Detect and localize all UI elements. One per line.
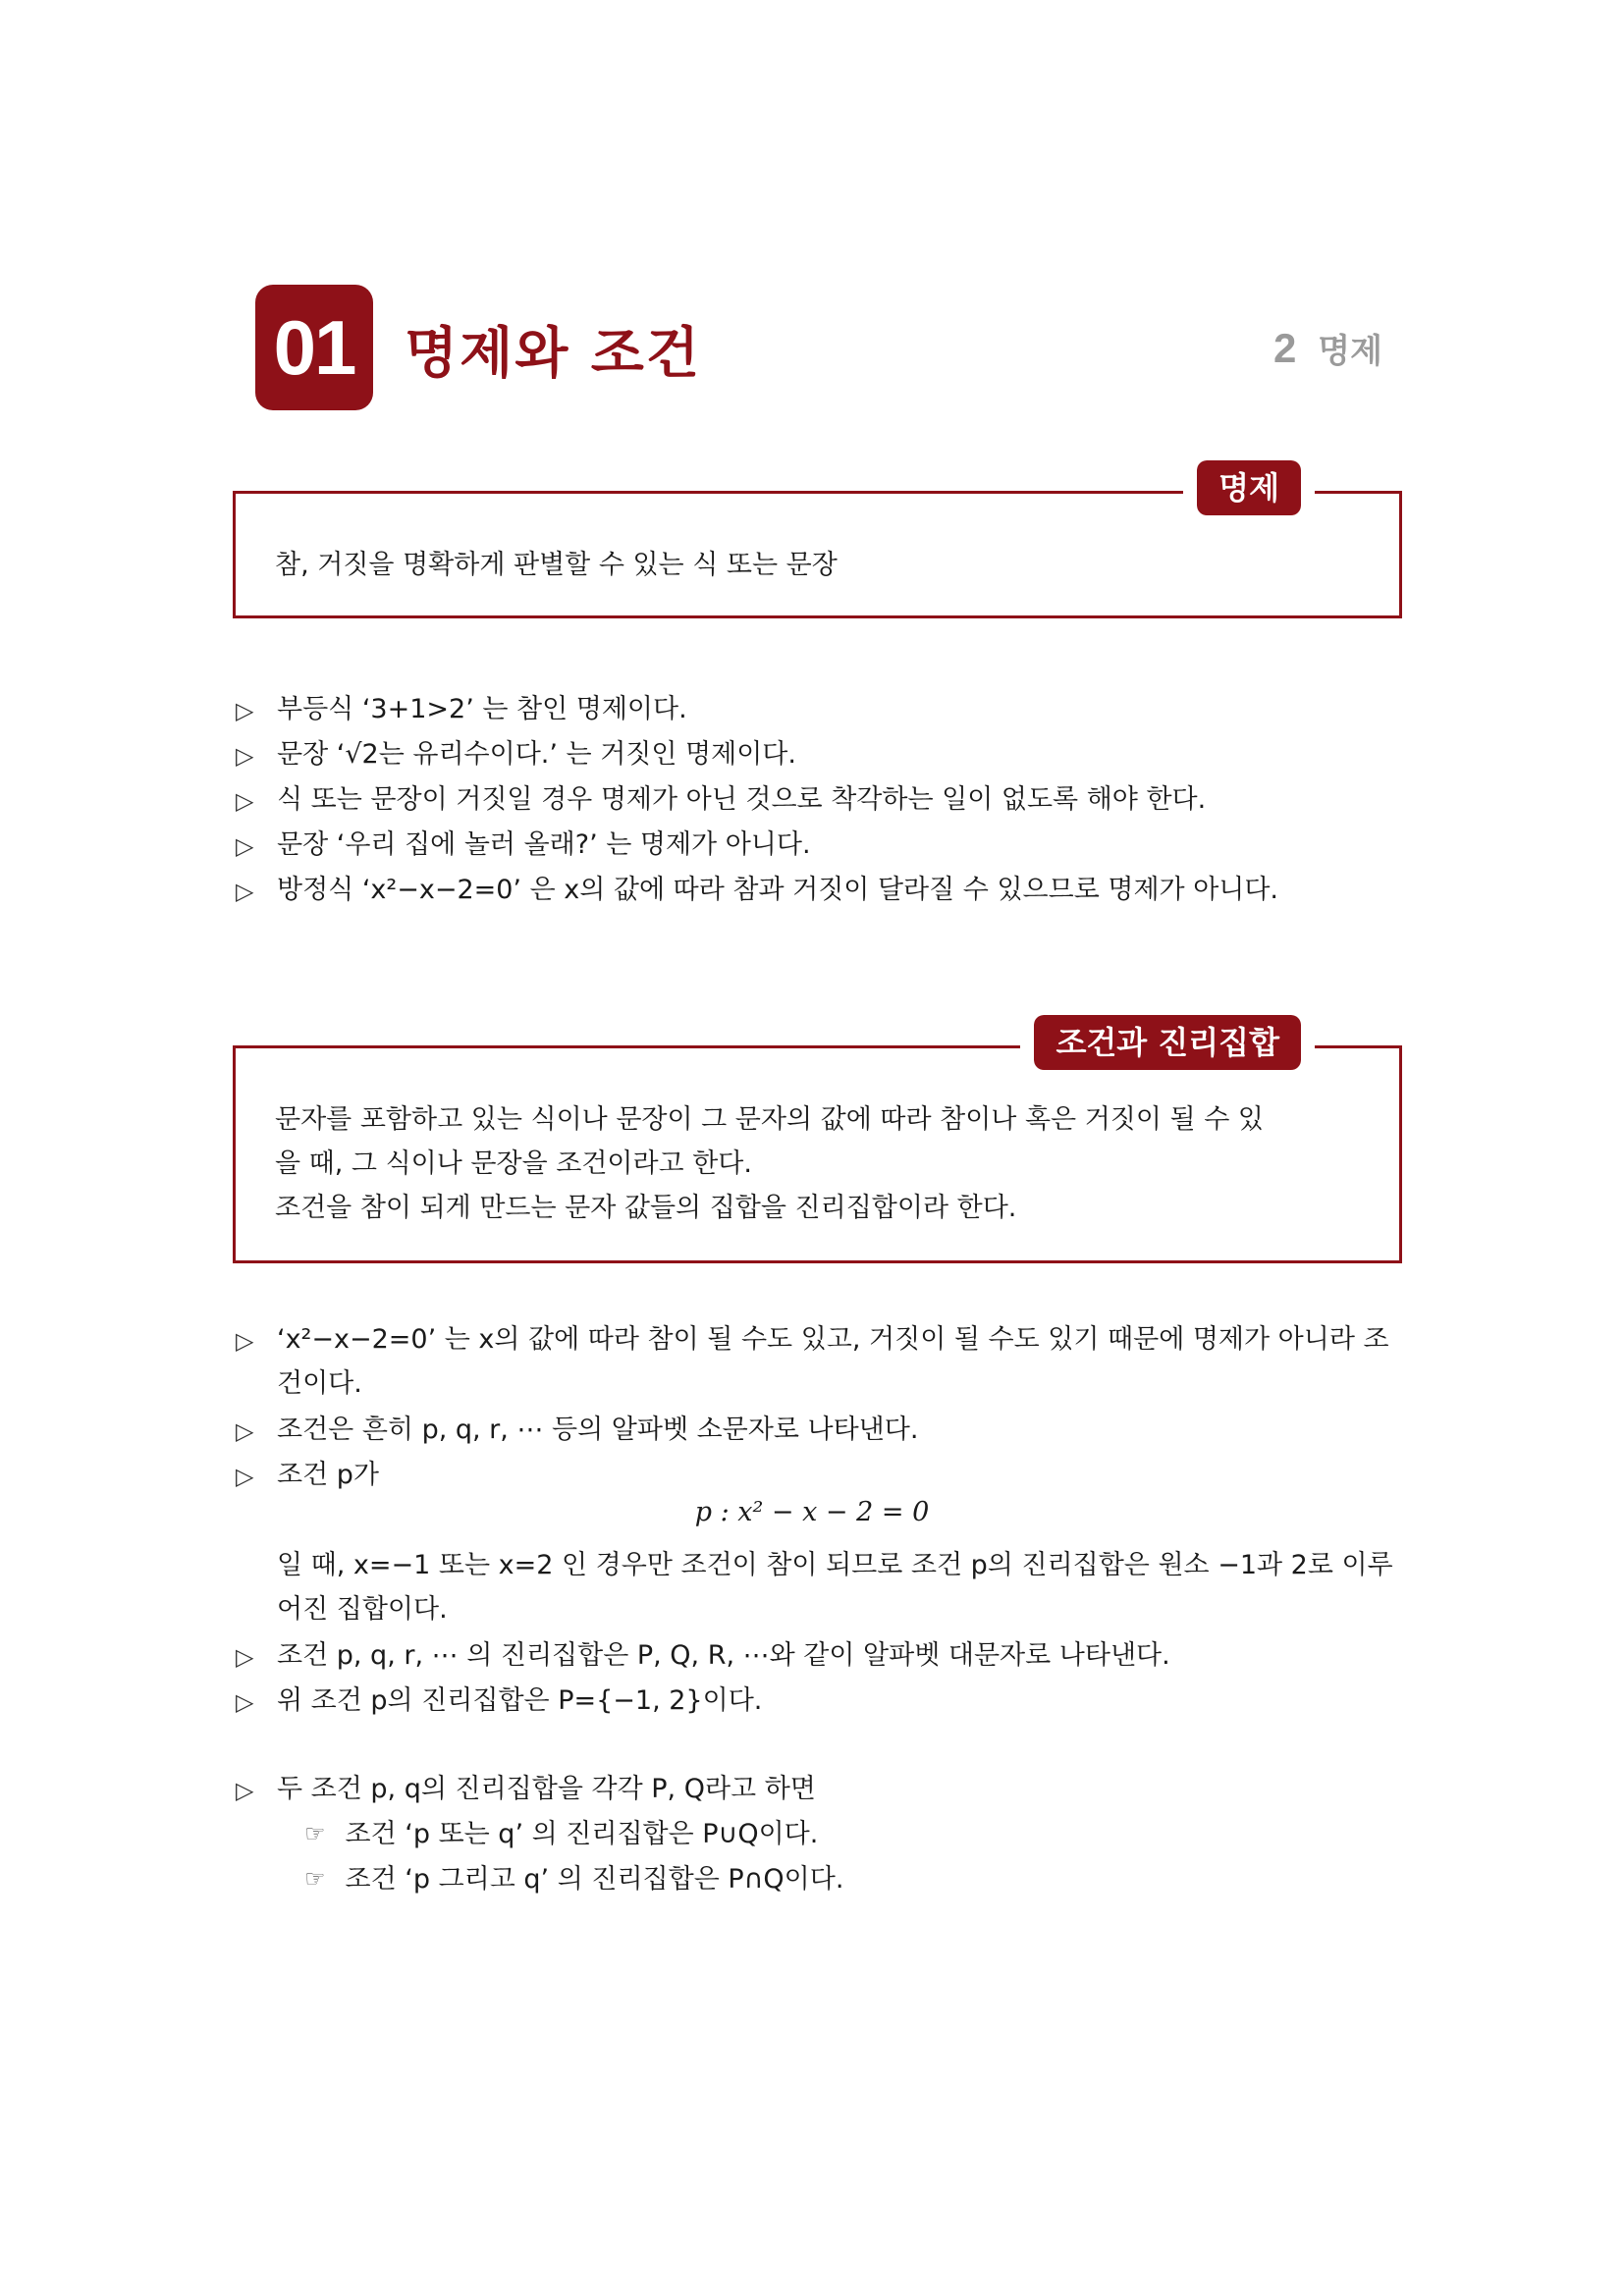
list-item — [236, 1767, 1414, 1813]
triangle-bullet-icon: ▷ — [236, 1777, 254, 1804]
definition-tag: 조건과 진리집합 — [1034, 1015, 1301, 1070]
list-item — [236, 868, 1414, 914]
definition-line: 조건을 참이 되게 만드는 문자 값들의 집합을 진리집합이라 한다. — [275, 1193, 1017, 1223]
definition-text — [275, 1097, 1360, 1230]
triangle-bullet-icon: ▷ — [236, 1327, 254, 1355]
definition-line: 을 때, 그 식이나 문장을 조건이라고 한다. — [275, 1148, 752, 1179]
triangle-bullet-icon: ▷ — [236, 787, 254, 815]
list-item-text: 조건 p가 — [277, 1460, 379, 1490]
list-item-continuation — [236, 1543, 1404, 1631]
pointing-hand-icon: ☞ — [304, 1865, 326, 1893]
condition-equation: p : x² − x − 2 = 0 — [694, 1497, 930, 1527]
indent-spacer — [236, 1543, 277, 1631]
sub-list-item-text: 조건 ‘p 그리고 q’ 의 진리집합은 P∩Q이다. — [345, 1864, 844, 1895]
list-item — [236, 1453, 1414, 1499]
pointing-hand-icon: ☞ — [304, 1820, 326, 1847]
list-item-text: ‘x²−x−2=0’ 는 x의 값에 따라 참이 될 수도 있고, 거짓이 될 수도 있기 때문에 명제가 아니라 조건이다. — [277, 1324, 1389, 1399]
list-item — [236, 777, 1414, 824]
list-item-text: 조건은 흔히 p, q, r, ⋯ 등의 알파벳 소문자로 나타낸다. — [277, 1415, 919, 1445]
list-item-text: 문장 ‘√2는 유리수이다.’ 는 거짓인 명제이다. — [277, 739, 796, 770]
running-head — [1273, 324, 1382, 372]
list-item-text: 조건 p, q, r, ⋯ 의 진리집합은 P, Q, R, ⋯와 같이 알파벳 대문자로 나타낸다. — [277, 1640, 1170, 1671]
sub-list-item-text: 조건 ‘p 또는 q’ 의 진리집합은 P∪Q이다. — [345, 1819, 819, 1849]
triangle-bullet-icon: ▷ — [236, 1688, 254, 1716]
list-item-text: 문장 ‘우리 집에 놀러 올래?’ 는 명제가 아니다. — [277, 829, 811, 860]
definition-tag: 명제 — [1197, 460, 1301, 515]
section-number-badge: 01 — [255, 285, 373, 410]
list-item — [236, 823, 1414, 869]
list-item — [236, 1408, 1414, 1454]
definition-box-proposition — [233, 469, 1402, 618]
list-item-text: 위 조건 p의 진리집합은 P={−1, 2}이다. — [277, 1685, 763, 1716]
triangle-bullet-icon: ▷ — [236, 742, 254, 770]
page-title: 명제와 조건 — [405, 322, 701, 386]
running-head-label: 명제 — [1318, 332, 1382, 371]
list-item — [236, 1317, 1404, 1406]
triangle-bullet-icon: ▷ — [236, 878, 254, 905]
triangle-bullet-icon: ▷ — [236, 1463, 254, 1490]
running-head-number: 2 — [1272, 325, 1297, 371]
list-item-text: 두 조건 p, q의 진리집합을 각각 P, Q라고 하면 — [277, 1774, 816, 1804]
list-item-text: 방정식 ‘x²−x−2=0’ 은 x의 값에 따라 참과 거짓이 달라질 수 있으므로 명제가 아니다. — [277, 875, 1279, 905]
list-item — [236, 1633, 1414, 1680]
triangle-bullet-icon: ▷ — [236, 1417, 254, 1445]
list-item — [236, 687, 1414, 733]
definition-text: 참, 거짓을 명확하게 판별할 수 있는 식 또는 문장 — [275, 550, 838, 580]
list-item-text: 식 또는 문장이 거짓일 경우 명제가 아닌 것으로 착각하는 일이 없도록 해야 한다. — [277, 784, 1207, 815]
definition-box-condition — [233, 1024, 1402, 1263]
definition-line: 문자를 포함하고 있는 식이나 문장이 그 문자의 값에 따라 참이나 혹은 거짓이 될 수 있 — [275, 1104, 1264, 1135]
triangle-bullet-icon: ▷ — [236, 832, 254, 860]
list-item — [236, 732, 1414, 778]
triangle-bullet-icon: ▷ — [236, 1643, 254, 1671]
list-item-text: 부등식 ‘3+1>2’ 는 참인 명제이다. — [277, 694, 687, 724]
triangle-bullet-icon: ▷ — [236, 697, 254, 724]
list-item-text: 일 때, x=−1 또는 x=2 인 경우만 조건이 참이 되므로 조건 p의 진리집합은 원소 −1과 2로 이루어진 집합이다. — [277, 1550, 1393, 1625]
sub-list-item — [304, 1812, 818, 1856]
sub-list-item — [304, 1857, 843, 1901]
list-item — [236, 1679, 1414, 1725]
